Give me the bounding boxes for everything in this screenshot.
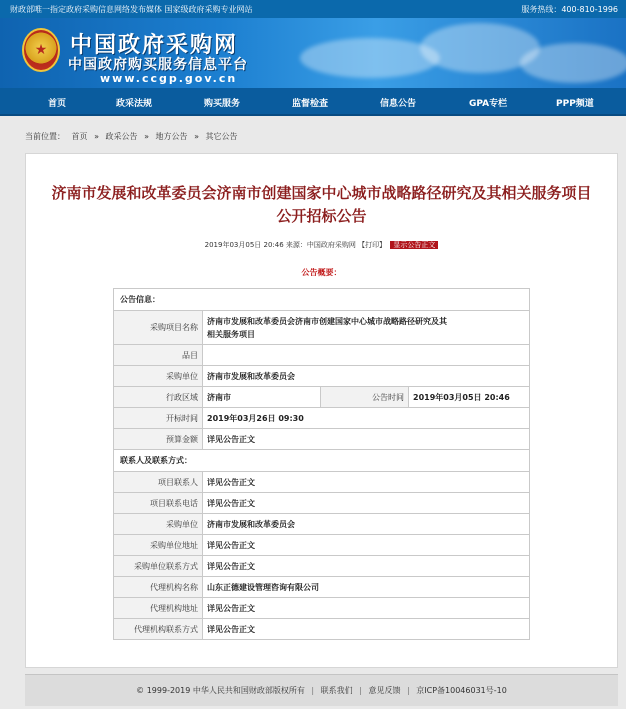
notice-time-value: 2019年03月05日 20:46: [409, 387, 530, 408]
agency-address-value: 详见公告正文: [203, 598, 530, 619]
project-name-line-2: 相关服务项目: [207, 329, 255, 339]
table-row: [114, 289, 530, 311]
summary-heading: 公告概要：: [301, 268, 342, 277]
nav-gpa[interactable]: GPA专栏: [469, 99, 508, 109]
table-row: [114, 577, 530, 598]
footer-separator: |: [359, 686, 362, 695]
header-banner: [0, 18, 626, 88]
table-row: [114, 345, 530, 366]
site-logo-subtitle: 中国政府购买服务信息平台: [68, 57, 248, 73]
breadcrumb: [25, 131, 242, 142]
article-panel: [25, 153, 618, 668]
nav-announcements[interactable]: 信息公告: [380, 99, 417, 109]
table-row: [114, 598, 530, 619]
nav-ppp[interactable]: PPP频道: [556, 99, 594, 109]
site-slogan: 财政部唯一指定政府采购信息网络发布媒体 国家级政府采购专业网站: [10, 5, 253, 14]
page-title: [26, 182, 617, 228]
bid-open-label: 开标时间: [114, 408, 203, 429]
item-value: [203, 345, 530, 366]
buyer-contact-value: 详见公告正文: [203, 556, 530, 577]
section-header-info: 公告信息：: [114, 289, 530, 311]
buyer2-value: 济南市发展和改革委员会: [203, 514, 530, 535]
section-header-contacts: 联系人及联系方式：: [114, 450, 530, 472]
project-name-line-1: 济南市发展和改革委员会济南市创建国家中心城市战略路径研究及其: [207, 316, 447, 326]
footer-copyright: © 1999-2019 中华人民共和国财政部版权所有: [136, 686, 305, 695]
table-row: [114, 450, 530, 472]
table-row: [114, 493, 530, 514]
contact-phone-label: 项目联系电话: [114, 493, 203, 514]
footer-text: [25, 685, 618, 696]
table-row: [114, 311, 530, 345]
breadcrumb-separator: »: [144, 132, 149, 141]
agency-name-label: 代理机构名称: [114, 577, 203, 598]
announcement-info-table: [113, 288, 530, 640]
page-footer: [25, 674, 618, 706]
title-line-1: 济南市发展和改革委员会济南市创建国家中心城市战略路径研究及其相关服务项目: [51, 184, 592, 202]
nav-home[interactable]: 首页: [48, 99, 67, 109]
show-full-text-button[interactable]: 显示公告正文: [390, 241, 438, 249]
footer-separator: |: [311, 686, 315, 695]
site-logo-title[interactable]: 中国政府采购网: [70, 32, 239, 58]
footer-separator: |: [407, 686, 410, 695]
title-line-2: 公开招标公告: [276, 207, 367, 225]
buyer-label: 采购单位: [114, 366, 203, 387]
breadcrumb-prefix: 当前位置：: [25, 132, 65, 141]
breadcrumb-separator: »: [194, 132, 199, 141]
table-row: [114, 619, 530, 640]
contact-label: 项目联系人: [114, 472, 203, 493]
meta-text: 2019年03月05日 20:46 来源：中国政府采购网 【打印】: [204, 241, 387, 249]
site-url: www.ccgp.gov.cn: [100, 72, 238, 85]
region-label: 行政区域: [114, 387, 203, 408]
buyer-address-label: 采购单位地址: [114, 535, 203, 556]
agency-contact-label: 代理机构联系方式: [114, 619, 203, 640]
region-value: 济南市: [203, 387, 321, 408]
footer-icp[interactable]: 京ICP备10046031号-10: [416, 686, 507, 695]
service-hotline: 服务热线：400-810-1996: [521, 5, 618, 14]
article-meta: [26, 240, 617, 250]
table-row: [114, 387, 530, 408]
buyer-contact-label: 采购单位联系方式: [114, 556, 203, 577]
table-row: [114, 366, 530, 387]
footer-contact-link[interactable]: 联系我们: [320, 686, 353, 695]
buyer2-label: 采购单位: [114, 514, 203, 535]
project-name-label: 采购项目名称: [114, 311, 203, 345]
item-label: 品目: [114, 345, 203, 366]
nav-regulations[interactable]: 政采法规: [116, 99, 153, 109]
bid-open-value: 2019年03月26日 09:30: [203, 408, 530, 429]
table-row: [114, 535, 530, 556]
agency-contact-value: 详见公告正文: [203, 619, 530, 640]
breadcrumb-home[interactable]: 首页: [71, 132, 88, 141]
buyer-value: 济南市发展和改革委员会: [203, 366, 530, 387]
main-nav: [0, 88, 626, 116]
national-emblem-icon: ★: [22, 28, 60, 72]
footer-feedback-link[interactable]: 意见反馈: [368, 686, 401, 695]
budget-value: 详见公告正文: [203, 429, 530, 450]
nav-purchase-services[interactable]: 购买服务: [204, 99, 241, 109]
contact-value: 详见公告正文: [203, 472, 530, 493]
top-info-bar: [0, 0, 626, 18]
table-row: [114, 472, 530, 493]
contact-phone-value: 详见公告正文: [203, 493, 530, 514]
table-row: [114, 556, 530, 577]
agency-name-value: 山东正德建设管理咨询有限公司: [203, 577, 530, 598]
breadcrumb-notices[interactable]: 政采公告: [105, 132, 138, 141]
notice-time-label: 公告时间: [321, 387, 409, 408]
breadcrumb-other-notices[interactable]: 其它公告: [205, 132, 238, 141]
breadcrumb-local-notices[interactable]: 地方公告: [155, 132, 188, 141]
table-row: [114, 429, 530, 450]
table-row: [114, 408, 530, 429]
buyer-address-value: 详见公告正文: [203, 535, 530, 556]
table-row: [114, 514, 530, 535]
project-name-value: [203, 311, 530, 345]
nav-supervision[interactable]: 监督检查: [292, 99, 329, 109]
breadcrumb-separator: »: [94, 132, 99, 141]
agency-address-label: 代理机构地址: [114, 598, 203, 619]
budget-label: 预算金额: [114, 429, 203, 450]
